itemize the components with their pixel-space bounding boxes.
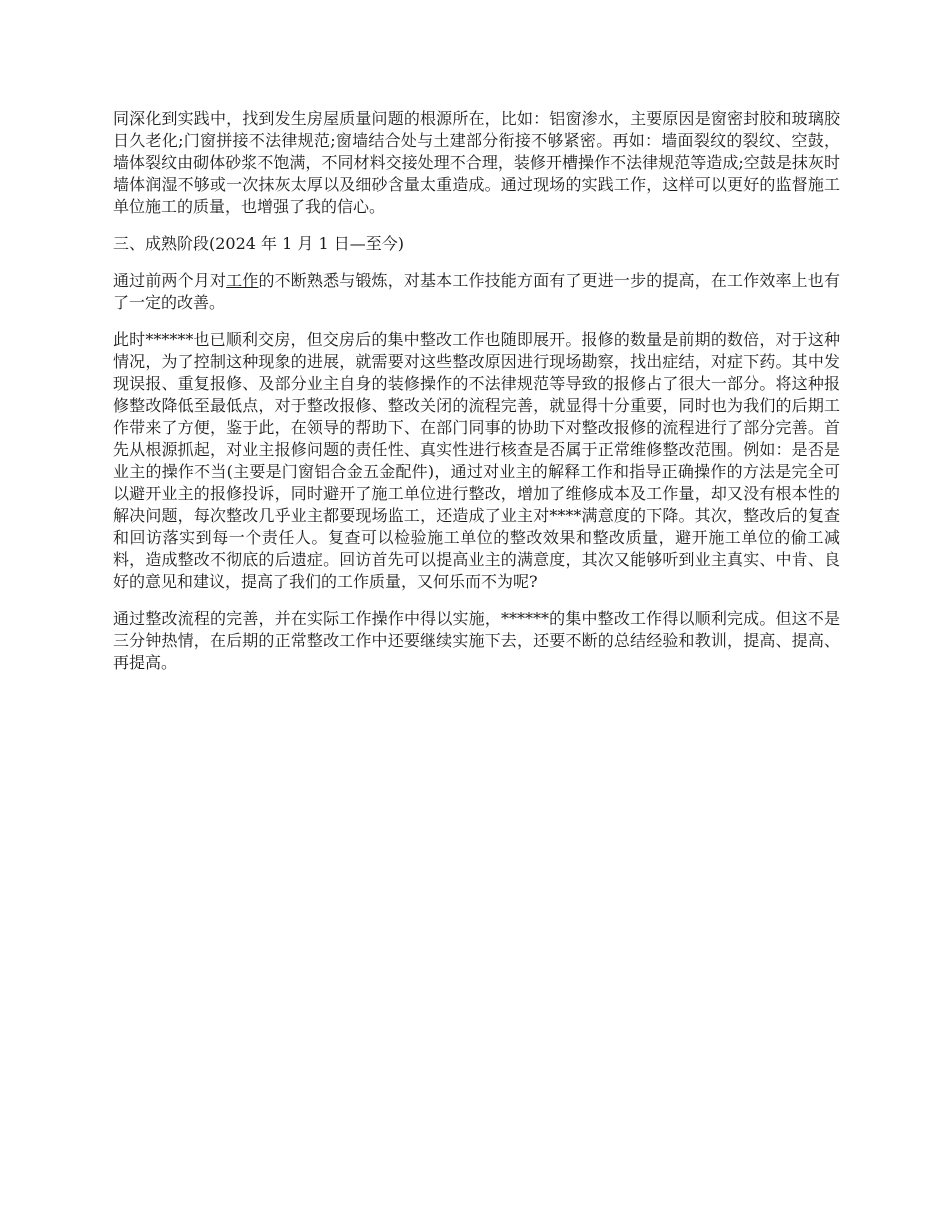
- paragraph-conclusion: 通过整改流程的完善，并在实际工作操作中得以实施，******的集中整改工作得以顺利完成。但这不是三分钟热情，在后期的正常整改工作中还要继续实施下去，还要不断的总结经验和教训，提高、提高、再提高。: [113, 609, 840, 672]
- document-body: [113, 108, 840, 689]
- paragraph-rectification-process: 此时******也已顺利交房，但交房后的集中整改工作也随即展开。报修的数量是前期的数倍，对于这种情况，为了控制这种现象的进展，就需要对这些整改原因进行现场勘察，找出症结，对症下药。其中发现误报、重复报修、及部分业主自身的装修操作的不法律规范等导致的报修占了很大一部分。将这种报修整改降低至最低点，对于整改报修、整改关闭的流程完善，就显得十分重要，同时也为我们的后期工作带来了方便，鉴于此，在领导的帮助下、在部门同事的协助下对整改报修的流程进行了部分完善。首先从根源抓起，对业主报修问题的责任性、真实性进行核查是否属于正常维修整改范围。例如：是否是业主的操作不当(主要是门窗铝合金五金配件)，通过对业主的解释工作和指导正确操作的方法是完全可以避开业主的报修投诉，同时避开了施工单位进行整改，增加了维修成本及工作量，却又没有根本性的解决问题，每次整改几乎业主都要现场监工，还造成了业主对****满意度的下降。其次，整改后的复查和回访落实到每一个责任人。复查可以检验施工单位的整改效果和整改质量，避开施工单位的偷工减料，造成整改不彻底的后遗症。回访首先可以提高业主的满意度，其次又能够听到业主真实、中肯、良好的意见和建议，提高了我们的工作质量，又何乐而不为呢?: [113, 330, 840, 591]
- paragraph-quality-issues: 同深化到实践中，找到发生房屋质量问题的根源所在，比如：铝窗渗水，主要原因是窗密封胶和玻璃胶日久老化;门窗拼接不法律规范;窗墙结合处与土建部分衔接不够紧密。再如：墙面裂纹的裂纹、空鼓，墙体裂纹由砌体砂浆不饱满，不同材料交接处理不合理，装修开槽操作不法律规范等造成;空鼓是抹灰时墙体润湿不够或一次抹灰太厚以及细砂含量太重造成。通过现场的实践工作，这样可以更好的监督施工单位施工的质量，也增强了我的信心。: [113, 109, 840, 216]
- work-link[interactable]: 工作: [226, 271, 259, 290]
- section-heading-mature-stage: 三、成熟阶段(2024 年 1 月 1 日—至今): [113, 234, 404, 253]
- paragraph-text-end: 的不断熟悉与锻炼，对基本工作技能方面有了更进一步的提高，在工作效率上也有了一定的改善。: [113, 271, 840, 312]
- paragraph-skill-improvement: [113, 270, 840, 314]
- paragraph-text-start: 通过前两个月对: [113, 271, 227, 290]
